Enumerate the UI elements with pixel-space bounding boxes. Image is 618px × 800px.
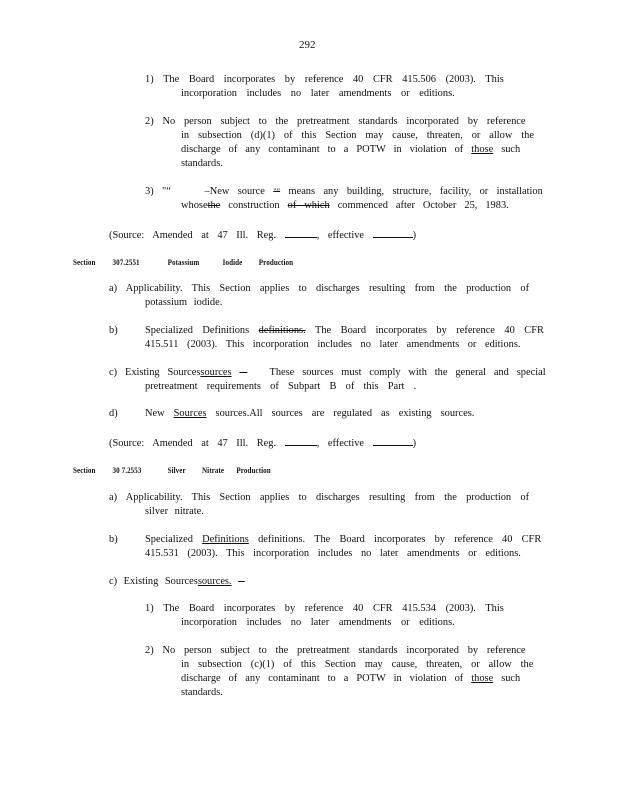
inserted-word-those: those — [471, 144, 494, 155]
section-title-word: Iodide — [222, 258, 243, 267]
section-label: Section — [73, 466, 96, 475]
para-c2-line3 — [181, 672, 520, 686]
subsection-b-line1 — [145, 533, 541, 547]
section-title-word: Potassium — [167, 258, 200, 267]
blank-line — [373, 227, 413, 238]
para-d3-line2 — [181, 199, 509, 213]
para-d2-line3-end: such — [501, 144, 521, 155]
source-note-2-text: (Source: Amended at 47 Ill. Reg. — [109, 438, 277, 449]
section-heading-307-2551 — [73, 256, 293, 270]
para-d3-def: means any building, structure, facility, or installation — [288, 186, 543, 197]
para-d3-whose: whose — [181, 200, 208, 211]
para-c2-line3-text: discharge of any contaminant to a POTW in violation of — [181, 673, 464, 684]
para-c1-line2: incorporation includes no later amendments or editions. — [181, 617, 455, 628]
para-c1-line1: 1) The Board incorporates by reference 40 CFR 415.534 (2003). This — [145, 603, 504, 614]
subsection-b-line2: 415.511 (2003). This incorporation includes no later amendments or editions. — [145, 339, 521, 350]
subsection-b-label: b) — [109, 534, 118, 545]
inserted-word-those: those — [471, 673, 494, 684]
para-c2-line4: standards. — [181, 687, 223, 698]
section-title-word: Production — [258, 258, 294, 267]
para-d3-term: –New source — [204, 186, 265, 197]
inserted-word-sources: sources. — [197, 576, 232, 587]
section-number: 307.2551 — [112, 258, 140, 267]
blank-line — [285, 435, 317, 446]
deleted-text — [239, 366, 269, 380]
para-d1-line1: 1) The Board incorporates by reference 40 CFR 415.506 (2003). This — [145, 74, 504, 85]
para-d2-line3 — [181, 143, 520, 157]
para-c2-line2: in subsection (c)(1) of this Section may cause, threaten, or allow the — [181, 659, 534, 670]
subsection-d-text: sources.All sources are regulated as existing sources. — [215, 408, 475, 419]
para-d3-construction: construction — [228, 200, 280, 211]
inserted-word-sources: Sources — [173, 408, 207, 419]
subsection-c-line1 — [109, 575, 276, 589]
para-d2-line4: standards. — [181, 158, 223, 169]
source-note-2-close: ) — [412, 438, 417, 449]
source-note-1 — [109, 227, 416, 243]
section-title-word: Silver — [167, 466, 186, 475]
subsection-b-label: b) — [109, 325, 118, 336]
subsection-c-text: These sources must comply with the general and special — [269, 367, 546, 378]
subsection-c-line1 — [109, 366, 546, 380]
para-d3-line1 — [145, 185, 543, 199]
source-note-2 — [109, 435, 416, 451]
subsection-d-label: d) — [109, 408, 118, 419]
deleted-text — [238, 575, 276, 589]
source-note-1-text: (Source: Amended at 47 Ill. Reg. — [109, 230, 277, 241]
inserted-word-definitions: Definitions — [202, 534, 249, 545]
para-d3-quote: "” — [273, 187, 281, 196]
deleted-words-of-which: of which — [287, 200, 330, 211]
source-note-2-effective: , effective — [316, 438, 365, 449]
section-heading-307-2553 — [73, 464, 271, 478]
subsection-b-text: definitions. The Board incorporates by reference 40 CFR — [258, 534, 542, 545]
blank-line — [285, 227, 317, 238]
section-title-word: Nitrate — [202, 466, 225, 475]
subsection-b-heading: Specialized — [145, 534, 193, 545]
subsection-a-line2: silver nitrate. — [145, 506, 204, 517]
source-note-1-effective: , effective — [316, 230, 365, 241]
para-c2-line1: 2) No person subject to the pretreatment standards incorporated by reference — [145, 645, 526, 656]
para-d3-num: 3) "“ — [145, 186, 171, 197]
section-title-word: Production — [236, 466, 271, 475]
para-d2-line2: in subsection (d)(1) of this Section may cause, threaten, or allow the — [181, 130, 534, 141]
section-number: 30 7.2553 — [112, 466, 142, 475]
subsection-d-new: New — [145, 408, 165, 419]
subsection-a-line2: potassium iodide. — [145, 297, 223, 308]
subsection-b-line1 — [145, 324, 544, 338]
subsection-c-line2: pretreatment requirements of Subpart B of this Part . — [145, 381, 417, 392]
subsection-b-text: The Board incorporates by reference 40 CFR — [315, 325, 544, 336]
para-d2-line3-text: discharge of any contaminant to a POTW in violation of — [181, 144, 464, 155]
subsection-b-heading: Specialized Definitions — [145, 325, 250, 336]
deleted-word-the: the — [207, 200, 221, 211]
subsection-b-line2: 415.531 (2003). This incorporation includes no later amendments or editions. — [145, 548, 521, 559]
blank-line — [373, 435, 413, 446]
para-d1-line2: incorporation includes no later amendments or editions. — [181, 88, 455, 99]
subsection-a-line1: a) Applicability. This Section applies to discharges resulting from the production of — [109, 283, 530, 294]
inserted-word-sources: sources — [200, 367, 232, 378]
subsection-c-heading: c) Existing Sources — [109, 576, 198, 587]
deleted-word-definitions: definitions. — [258, 325, 306, 336]
para-d3-commenced: commenced after October 25, 1983. — [337, 200, 509, 211]
subsection-c-heading: c) Existing Sources — [109, 367, 201, 378]
source-note-1-close: ) — [412, 230, 417, 241]
page-number: 292 — [299, 39, 316, 51]
section-label: Section — [73, 258, 96, 267]
subsection-a-line1: a) Applicability. This Section applies to discharges resulting from the production of — [109, 492, 530, 503]
para-d2-line1: 2) No person subject to the pretreatment standards incorporated by reference — [145, 116, 526, 127]
para-c2-line3-end: such — [501, 673, 521, 684]
subsection-d-line1 — [145, 407, 474, 421]
